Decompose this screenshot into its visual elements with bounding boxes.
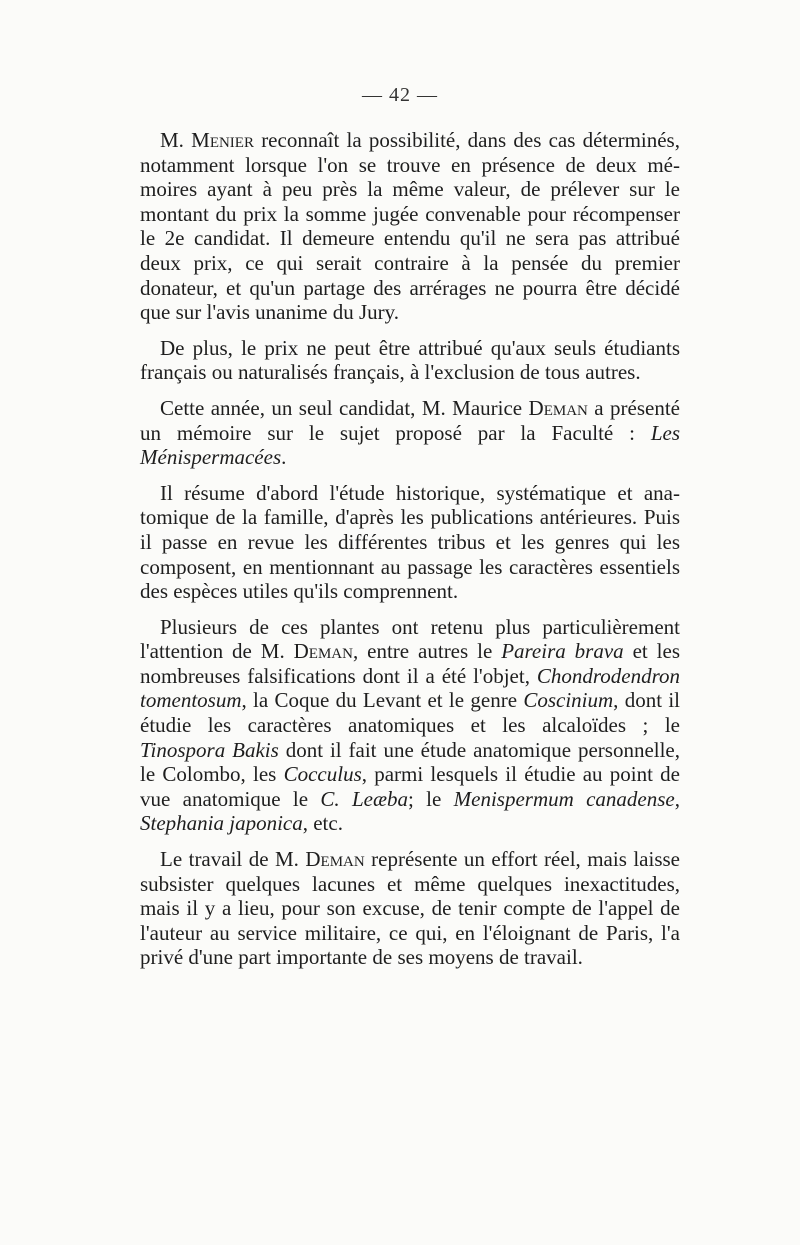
body-text: [140, 128, 680, 981]
p6-text-2: représente un effort réel, mais laisse subsister quelques lacunes et même quelques inexactitudes, mais il y a lieu, pour son excuse, de tenir compte de l'appel de l'auteur au service militaire, ce qui, en l'éloignant de Paris, l'a privé d'une part importante de ses moyens de travail.: [140, 847, 680, 970]
person-name-deman: Deman: [305, 847, 365, 872]
species-tinospora: Tinospora Bakis: [140, 737, 279, 762]
person-name-deman: Deman: [293, 639, 353, 664]
paragraph-6: [140, 847, 680, 970]
paragraph-5: [140, 615, 680, 836]
paragraph-3: [140, 396, 680, 470]
genus-cocculus: Cocculus: [283, 762, 362, 787]
species-menispermum: Menispermum canadense: [453, 786, 675, 811]
p2-text: De plus, le prix ne peut être attribué qu'aux seuls étudiants français ou naturalisés français, à l'exclusion de tous autres.: [140, 335, 680, 385]
p5-text-5: , dont il étudie les caractères anatomiques et les alcaloïdes ; le: [140, 688, 680, 738]
p1-text: reconnaît la possibilité, dans des cas déterminés, notamment lorsque l'on se trouve en présence de deux mémoires ayant à peu près la même valeur, de prélever sur le montant du prix la somme jugée convenable pour récompenser le 2e candidat. Il demeure entendu qu'il ne sera pas attribué deux prix, ce qui serait contraire à la pensée du premier donateur, et qu'un partage des arrérages ne pourra être décidé que sur l'avis unanime du Jury.: [140, 128, 680, 325]
genus-coscinium: Coscinium: [523, 688, 614, 713]
p3-text-2: a présenté un mémoire sur le sujet proposé par la Faculté :: [140, 395, 680, 445]
thesis-title: Les Ménispermacées: [140, 420, 680, 470]
p5-text-1: Plusieurs de ces plantes ont retenu plus particulièrement l'attention de M.: [140, 614, 680, 664]
page-number: — 42 —: [362, 84, 438, 106]
p5-text-7: , parmi lesquels il étudie au point de vue anatomique le: [140, 762, 680, 811]
species-chondrodendron: Chondrodendron tomentosum: [140, 663, 680, 713]
p5-text-3: et les nombreuses falsifications dont il a été l'objet,: [140, 639, 680, 688]
p5-text-6: dont il fait une étude anatomique personnelle, le Colombo, les: [140, 737, 681, 787]
species-stephania: Stephania japonica: [140, 811, 303, 836]
species-c-leaeba: C. Leæba: [320, 786, 408, 811]
species-pareira: Pareira brava: [501, 639, 624, 664]
p3-text-3: .: [281, 445, 287, 470]
p5-text-4: , la Coque du Levant et le genre: [241, 688, 524, 713]
p1-lead: M.: [160, 128, 192, 152]
paragraph-2: [140, 336, 680, 385]
p6-text-1: Le travail de M.: [160, 847, 306, 872]
p4-text: Il résume d'abord l'étude historique, systématique et anatomique de la famille, d'après les publications antérieures. Puis il passe en revue les différentes tribus et les genres qui les composent, en mentionnant au passage les caractères essentiels des espèces utiles qu'ils comprennent.: [140, 480, 680, 604]
p5-text-2: , entre autres le: [352, 639, 502, 664]
paragraph-4: [140, 481, 680, 604]
person-name-menier: Menier: [191, 128, 254, 152]
p5-text-9: ,: [674, 786, 680, 811]
p5-text-8: ; le: [408, 786, 454, 811]
p3-text-1: Cette année, un seul candidat, M. Maurice: [160, 395, 529, 420]
person-name-deman: Deman: [528, 395, 588, 420]
p5-text-10: , etc.: [302, 811, 343, 836]
paragraph-1: [140, 128, 680, 325]
